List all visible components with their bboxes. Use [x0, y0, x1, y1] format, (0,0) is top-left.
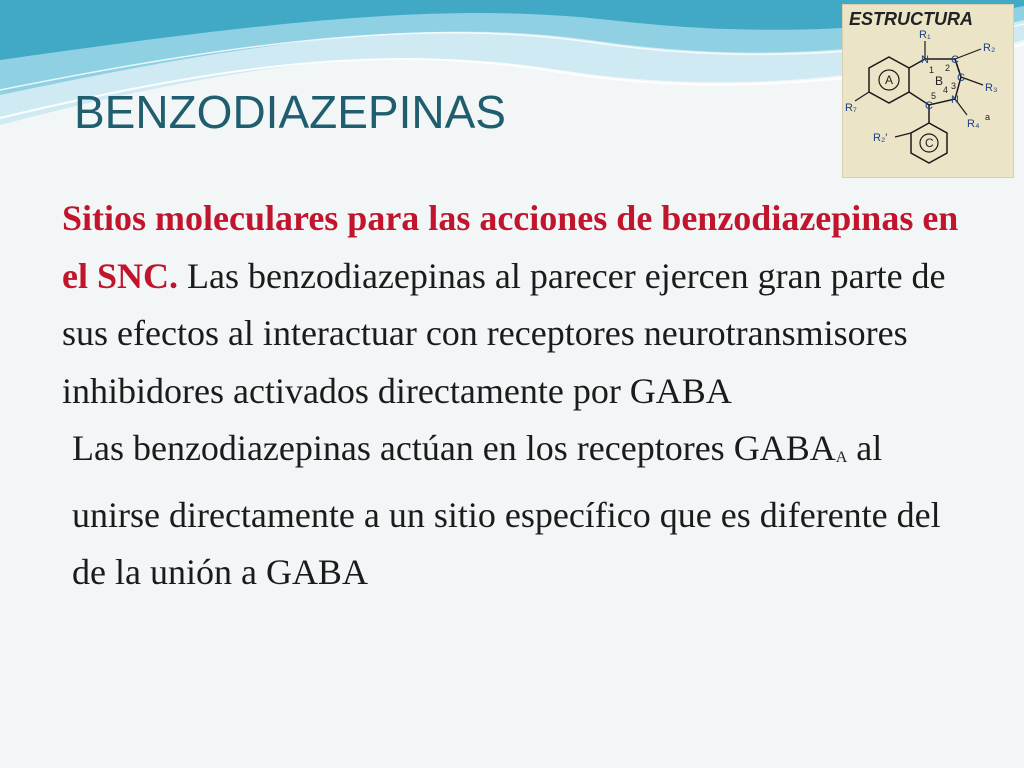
- position-1: 1: [929, 65, 935, 75]
- substituent-r2: R₂: [983, 42, 996, 54]
- substituent-r7: R₇: [845, 102, 857, 114]
- atom-c5: C: [925, 100, 933, 112]
- atom-n1: N: [921, 54, 929, 66]
- substituent-r2-prime: R₂′: [873, 132, 888, 144]
- position-5: 5: [931, 91, 937, 101]
- position-3: 3: [951, 81, 957, 91]
- paragraph-1-text: Las benzodiazepinas al parecer ejercen gran parte de sus efectos al interactuar con receptores neurotransmisores inhibidores activados directamente por GABA: [62, 255, 946, 411]
- substituent-r1: R₁: [919, 29, 931, 41]
- substituent-r3: R₃: [985, 82, 998, 94]
- gaba-subscript: A: [835, 449, 848, 466]
- ring-a-label: A: [885, 73, 894, 87]
- slide-title: BENZODIAZEPINAS: [74, 86, 506, 138]
- ring-b-label: B: [935, 74, 944, 88]
- slide-body: [62, 190, 962, 602]
- paragraph-2-text-start: Las benzodiazepinas actúan en los receptores GABA: [72, 428, 836, 468]
- emphasis-heading: Sitios moleculares para las acciones de benzodiazepinas en el SNC.: [62, 198, 959, 296]
- ring-c-label: C: [925, 136, 934, 150]
- atom-c2: C: [951, 54, 959, 66]
- paragraph-2-text-end: al unirse directamente a un sitio específico que es diferente del de la unión a GABA: [72, 428, 941, 592]
- structure-heading: ESTRUCTURA: [849, 9, 973, 29]
- atom-n4: N: [951, 94, 959, 106]
- structure-diagram: [842, 4, 1014, 178]
- position-2: 2: [945, 63, 951, 73]
- position-4: 4: [943, 85, 949, 95]
- paragraph-gaba-receptors: [62, 420, 962, 602]
- paragraph-benzodiazepine-sites: [62, 190, 962, 420]
- substituent-r4: R₄: [967, 118, 980, 130]
- atom-c3: C: [957, 72, 965, 84]
- substituent-r4-superscript: a: [985, 112, 991, 122]
